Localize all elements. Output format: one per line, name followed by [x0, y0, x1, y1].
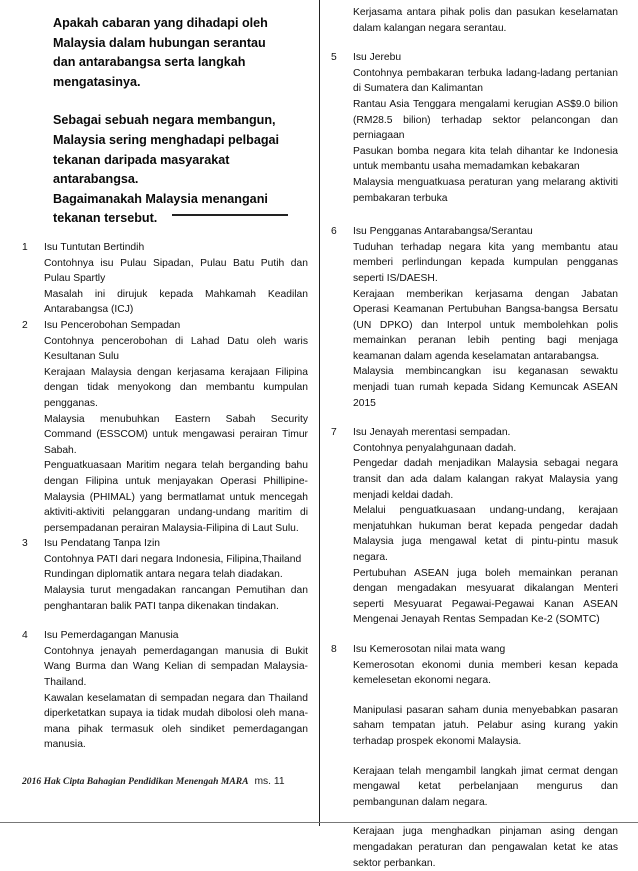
- page-number: ms. 11: [254, 776, 285, 787]
- issue-paragraph: Manipulasi pasaran saham dunia menyebabkan pasaran saham tempatan jatuh. Pelabur asing kurang yakin terhadap prospek ekonomi Malaysia.: [353, 704, 618, 747]
- issue-number: 5: [331, 52, 337, 64]
- issue-paragraph: Malaysia menubuhkan Eastern Sabah Security Command (ESSCOM) untuk mengawasi perairan Timur Sabah.: [44, 413, 308, 456]
- issue-paragraph: Kerajaan telah mengambil langkah jimat cermat dengan mengawal ketat perbelanjaan mengurus dan pembangunan dalam negara.: [353, 765, 618, 808]
- issue-paragraph: Contohnya pencerobohan di Lahad Datu oleh waris Kesultanan Sulu: [44, 335, 308, 363]
- issue-paragraph: Kerajaan Malaysia dengan kerjasama kerajaan Filipina dengan tidak menyokong dan membantu kumpulan pengganas.: [44, 366, 308, 409]
- issue-paragraph: Melalui penguatkuasaan undang-undang, kerajaan menjatuhkan hukuman berat kepada pengedar dadah Malaysia juga mengawal ketat di pintu-pintu masuk negara.: [353, 505, 618, 563]
- issue-paragraph: Malaysia membincangkan isu keganasan sewaktu menjadi tuan rumah kepada Sidang Kemuncak ASEAN 2015: [353, 366, 618, 409]
- issue-paragraph: Masalah ini dirujuk kepada Mahkamah Keadilan Antarabangsa (ICJ): [44, 288, 308, 316]
- issue-paragraph: Contohnya pembakaran terbuka ladang-ladang pertanian di Sumatera dan Kalimantan: [353, 67, 618, 95]
- issue-number: 6: [331, 226, 337, 238]
- issue-item-8: [331, 642, 618, 871]
- right-column: [331, 5, 618, 871]
- issue-title: Isu Pengganas Antarabangsa/Serantau: [353, 226, 533, 238]
- intro-question-line: Apakah cabaran yang dihadapi oleh: [53, 16, 268, 30]
- issue-number: 2: [22, 319, 28, 331]
- issue-paragraph: Pengedar dadah menjadikan Malaysia sebagai negara transit dan ada dalam kalangan rakyat Malaysia yang menjadi keldai dadah.: [353, 458, 618, 501]
- issue-paragraph: Contohnya PATI dari negara Indonesia, Filipina,Thailand: [44, 553, 302, 565]
- copyright-text: 2016 Hak Cipta Bahagian Pendidikan Menengah MARA: [22, 776, 249, 787]
- issue-paragraph: Rundingan diplomatik antara negara telah diadakan.: [44, 569, 283, 581]
- intro-question-line: dan antarabangsa serta langkah: [53, 55, 246, 70]
- left-column: [22, 240, 308, 753]
- issue-number: 8: [331, 643, 337, 655]
- issue-item-2: [22, 318, 308, 536]
- intro-box: [53, 14, 303, 229]
- issue-title: Isu Pencerobohan Sempadan: [44, 319, 181, 331]
- issue-paragraph: Kawalan keselamatan di sempadan negara dan Thailand diperketatkan supaya ia tidak mudah dibolosi oleh mana-mana pihak termasuk oleh sindiket pemerdagangan manusia.: [44, 692, 308, 751]
- intro-context-line: Bagaimanakah Malaysia menangani: [53, 191, 268, 206]
- issue-paragraph: Pertubuhan ASEAN juga boleh memainkan peranan dengan mengadakan mesyuarat dikalangan Menteri seperti Mesyuarat Pegawai-Pegawai Kanan ASEAN Mengenai Jenayah Rentas Sempadan Ke-2 (SOMTC): [353, 567, 618, 626]
- issue-paragraph: Pasukan bomba negara kita telah dihantar ke Indonesia untuk membantu usaha memadamkan kebakaran: [353, 145, 618, 173]
- intro-context-line: tekanan tersebut.: [53, 211, 158, 226]
- intro-context-line: antarabangsa.: [53, 172, 139, 187]
- issue-item-6: [331, 224, 618, 411]
- issue-title: Isu Jenayah merentasi sempadan.: [353, 427, 511, 439]
- issue-title: Isu Kemerosotan nilai mata wang: [353, 643, 506, 655]
- issue-item-7: [331, 425, 618, 628]
- issue-number: 1: [22, 242, 28, 253]
- issue-item-4: [22, 628, 308, 753]
- intro-context-line: Malaysia sering menghadapi pelbagai: [53, 132, 280, 147]
- issue-number: 4: [22, 630, 28, 642]
- issue-paragraph: Contohnya isu Pulau Sipadan, Pulau Batu Putih dan Pulau Spartly: [44, 257, 308, 285]
- intro-context-line: tekanan daripada masyarakat: [53, 152, 230, 167]
- issue-title: Isu Tuntutan Bertindih: [44, 242, 145, 253]
- issue-paragraph: Kemerosotan ekonomi dunia memberi kesan kepada kemelesetan ekonomi negara.: [353, 659, 618, 687]
- issue-paragraph: Rantau Asia Tenggara mengalami kerugian AS$9.0 bilion (RM28.5 bilion) terhadap sektor pelancongan dan perniagaan: [353, 98, 618, 142]
- issue-paragraph: Kerjasama antara pihak polis dan pasukan keselamatan dalam kalangan negara serantau.: [353, 7, 618, 34]
- issue-paragraph: Malaysia turut mengadakan rancangan Pemutihan dan penghantaran balik PATI tanpa dikenakan tindakan.: [44, 585, 308, 612]
- issue-paragraph: Kerajaan memberikan kerjasama dengan Jabatan Operasi Keamanan Pertubuhan Bangsa-bangsa Bersatu (UN DPKO) dan Interpol untuk membolehkan polis memainkan peranan lebih penting bagi menjaga keamanan dalam agenda keselamatan antarabangsa.: [353, 288, 618, 362]
- issue-item-5: [331, 50, 618, 206]
- issue-paragraph: Contohnya jenayah pemerdagangan manusia di Bukit Wang Burma dan Wang Kelian di sempadan Malaysia-Thailand.: [44, 645, 308, 689]
- issue-title: Isu Pemerdagangan Manusia: [44, 630, 179, 642]
- intro-question-line: Malaysia dalam hubungan serantau: [53, 35, 266, 50]
- column-divider: [319, 0, 320, 826]
- intro-context-line: Sebagai sebuah negara membangun,: [53, 113, 276, 128]
- issue-paragraph: Penguatkuasaan Maritim negara telah berganding bahu dengan Filipina untuk menjayakan Operasi Phillipine-Malaysia (PHIMAL) yang bermatlamat untuk mencegah aktiviti-aktiviti pelanggaran undang-undang maritim di persempadanan perairan Malaysia-Filipina di Laut Sulu.: [44, 460, 308, 534]
- page-footer: [22, 776, 285, 787]
- issue-paragraph: Tuduhan terhadap negara kita yang membantu atau memberi perlindungan kepada kumpulan pengganas seperti IS/DAESH.: [353, 241, 618, 284]
- intro-question-line: mengatasinya.: [53, 74, 141, 89]
- issue-title: Isu Pendatang Tanpa Izin: [44, 538, 161, 550]
- issue-paragraph: Contohnya penyalahgunaan dadah.: [353, 442, 517, 454]
- continued-paragraph-block: [331, 5, 618, 36]
- issue-item-1: [22, 240, 308, 318]
- issue-title: Isu Jerebu: [353, 52, 402, 64]
- issue-number: 7: [331, 427, 337, 439]
- bottom-rule: [0, 822, 638, 823]
- issue-paragraph: Malaysia menguatkuasa peraturan yang melarang aktiviti pembakaran terbuka: [353, 176, 618, 204]
- issue-number: 3: [22, 538, 28, 550]
- intro-underline: [172, 214, 288, 216]
- issue-paragraph: Kerajaan juga menghadkan pinjaman asing dengan mengadakan peraturan dan pengawalan ketat ke atas sektor perbankan.: [353, 826, 618, 869]
- issue-item-3: [22, 536, 308, 614]
